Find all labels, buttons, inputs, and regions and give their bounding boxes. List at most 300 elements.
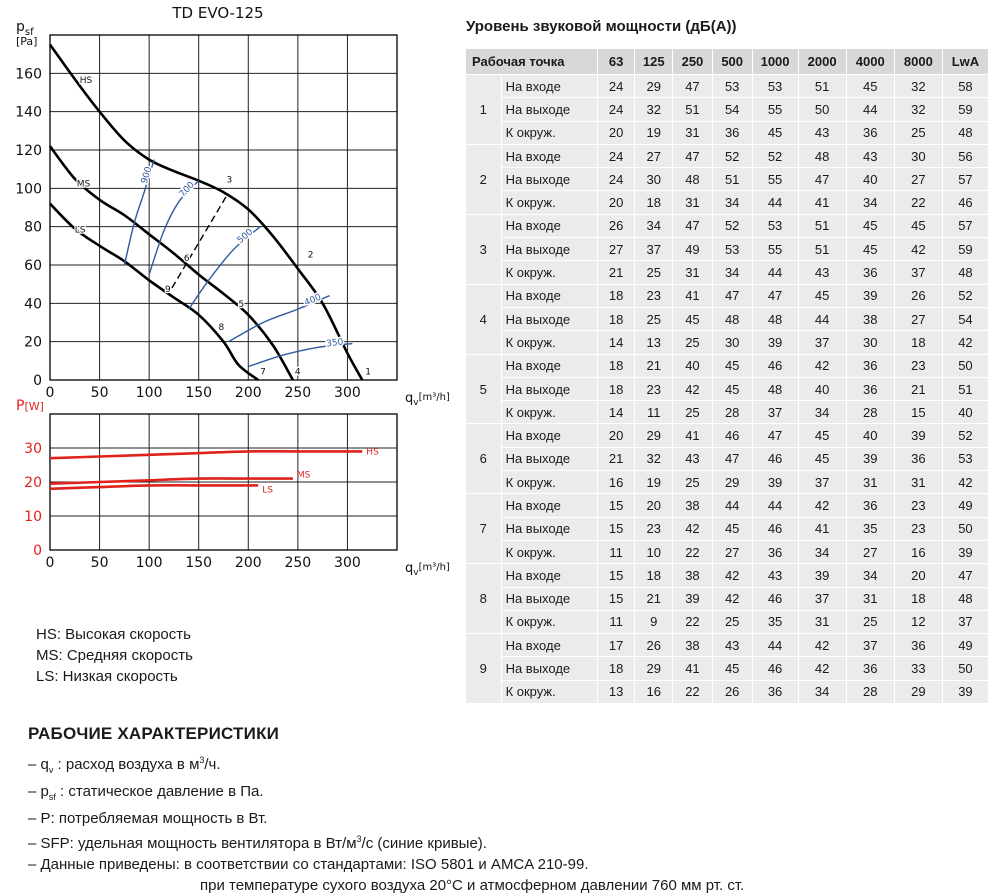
chart1-xtick-label: 50 [90,385,109,401]
value-cell: 16 [597,471,635,494]
value-cell: 35 [752,610,798,633]
value-cell: 22 [673,680,713,703]
fan-curve-hs [50,45,362,380]
value-cell: 50 [942,354,988,377]
table-row [466,540,989,563]
point-label-9: 9 [165,284,171,295]
value-cell: 42 [894,238,942,261]
value-cell: 22 [673,610,713,633]
value-cell: 45 [846,75,894,98]
value-cell: 40 [942,401,988,424]
value-cell: 28 [846,680,894,703]
charts-area [0,0,460,610]
table-row [466,447,989,470]
value-cell: 38 [673,634,713,657]
chart2-xtick-label: 100 [135,555,163,571]
value-cell: 45 [673,307,713,330]
position-cell: На выходе [501,307,597,330]
value-cell: 15 [597,517,635,540]
chart2-ytick-label: 30 [24,441,42,457]
value-cell: 44 [846,98,894,121]
value-cell: 23 [635,517,673,540]
value-cell: 33 [894,657,942,680]
value-cell: 27 [597,238,635,261]
position-cell: На входе [501,424,597,447]
chart2-xtick-label: 150 [185,555,213,571]
value-cell: 44 [752,191,798,214]
value-cell: 36 [846,377,894,400]
value-cell: 22 [673,540,713,563]
chart1-ytick-label: 160 [15,66,42,83]
power-curve-hs [50,451,362,458]
value-cell: 10 [635,540,673,563]
value-cell: 53 [712,75,752,98]
value-cell: 42 [712,587,752,610]
chart1-ylabel-unit: [Pa] [16,35,38,48]
value-cell: 47 [673,214,713,237]
value-cell: 21 [635,587,673,610]
value-cell: 53 [752,214,798,237]
point-label-2: 2 [307,250,314,261]
table-row [466,214,989,237]
value-cell: 25 [673,471,713,494]
position-cell: На выходе [501,238,597,261]
value-cell: 45 [846,214,894,237]
value-cell: 48 [942,261,988,284]
value-cell: 45 [712,377,752,400]
value-cell: 42 [942,331,988,354]
chart2-xtick-label: 250 [284,555,312,571]
value-cell: 48 [673,168,713,191]
note-power: – P: потребляемая мощность в Вт. [28,810,268,827]
value-cell: 24 [597,144,635,167]
value-cell: 16 [894,540,942,563]
value-cell: 43 [798,121,846,144]
value-cell: 47 [712,447,752,470]
value-cell: 37 [846,634,894,657]
chart2-ytick-label: 0 [33,543,42,559]
value-cell: 14 [597,331,635,354]
value-cell: 46 [752,517,798,540]
value-cell: 25 [894,121,942,144]
curve-label-ls: LS [74,225,86,236]
table-row [466,191,989,214]
value-cell: 23 [635,284,673,307]
value-cell: 27 [846,540,894,563]
sound-table-title: Уровень звуковой мощности (дБ(А)) [466,18,737,35]
value-cell: 36 [894,447,942,470]
value-cell: 59 [942,98,988,121]
power-label-ms: MS [296,470,311,481]
col-header-125: 125 [635,49,673,75]
curve-label-ms: MS [76,179,91,190]
value-cell: 41 [673,284,713,307]
operating-point-cell: 8 [466,564,502,634]
value-cell: 37 [752,401,798,424]
value-cell: 40 [673,354,713,377]
power-label-ls: LS [262,485,273,496]
value-cell: 30 [635,168,673,191]
value-cell: 41 [798,517,846,540]
value-cell: 30 [894,144,942,167]
point-label-5: 5 [238,300,245,311]
value-cell: 26 [712,680,752,703]
value-cell: 34 [846,191,894,214]
legend-ls: LS: Низкая скорость [36,668,178,685]
value-cell: 41 [673,657,713,680]
value-cell: 24 [597,168,635,191]
value-cell: 25 [635,261,673,284]
table-row [466,331,989,354]
chart1-xtick-label: 300 [334,385,361,401]
operating-point-cell: 6 [466,424,502,494]
position-cell: На выходе [501,377,597,400]
point-label-1: 1 [365,367,372,378]
position-cell: На выходе [501,587,597,610]
value-cell: 52 [942,424,988,447]
value-cell: 22 [894,191,942,214]
value-cell: 27 [712,540,752,563]
value-cell: 52 [942,284,988,307]
value-cell: 45 [712,517,752,540]
value-cell: 18 [894,331,942,354]
table-row [466,354,989,377]
value-cell: 48 [712,307,752,330]
operating-point-cell: 5 [466,354,502,424]
value-cell: 50 [942,657,988,680]
value-cell: 39 [846,284,894,307]
table-row [466,471,989,494]
sfp-label-700: 700 [177,180,197,200]
value-cell: 40 [798,377,846,400]
position-cell: К окруж. [501,471,597,494]
value-cell: 31 [673,121,713,144]
value-cell: 54 [712,98,752,121]
value-cell: 50 [798,98,846,121]
table-row [466,564,989,587]
value-cell: 12 [894,610,942,633]
note-sfp: – SFP: удельная мощность вентилятора в $Вт/м^3/с$ (синие кривые). [28,834,487,852]
value-cell: 25 [635,307,673,330]
curve-label-hs: HS [79,75,93,86]
value-cell: 25 [673,401,713,424]
value-cell: 26 [597,214,635,237]
value-cell: 46 [942,191,988,214]
chart1-ytick-label: 0 [33,373,42,389]
chart2-xlabel: $q_v[m^3/h]$ [405,561,450,578]
operating-point-cell: 1 [466,75,502,145]
value-cell: 37 [635,238,673,261]
table-row [466,284,989,307]
value-cell: 23 [894,354,942,377]
table-row [466,634,989,657]
value-cell: 15 [597,564,635,587]
value-cell: 59 [942,238,988,261]
sfp-label-400: 400 [303,292,323,309]
position-cell: На выходе [501,447,597,470]
value-cell: 31 [846,587,894,610]
chart1-ytick-label: 120 [15,143,42,159]
table-row [466,98,989,121]
note-qv: – $q_v$ : расход воздуха в $м^3/ч$. [28,755,221,775]
value-cell: 15 [597,494,635,517]
value-cell: 38 [673,564,713,587]
value-cell: 20 [597,191,635,214]
value-cell: 34 [798,680,846,703]
value-cell: 52 [712,144,752,167]
position-cell: На входе [501,144,597,167]
value-cell: 39 [894,424,942,447]
position-cell: К окруж. [501,540,597,563]
value-cell: 36 [846,121,894,144]
value-cell: 18 [597,307,635,330]
value-cell: 32 [635,447,673,470]
value-cell: 20 [597,121,635,144]
value-cell: 55 [752,168,798,191]
value-cell: 51 [798,75,846,98]
value-cell: 11 [597,540,635,563]
value-cell: 43 [673,447,713,470]
table-row [466,377,989,400]
point-label-3: 3 [226,175,233,186]
value-cell: 18 [597,377,635,400]
position-cell: К окруж. [501,680,597,703]
chart1-ytick-label: 80 [24,219,42,236]
position-cell: На выходе [501,168,597,191]
operating-point-cell: 4 [466,284,502,354]
position-cell: К окруж. [501,121,597,144]
value-cell: 39 [846,447,894,470]
value-cell: 45 [712,657,752,680]
value-cell: 36 [752,680,798,703]
value-cell: 47 [798,168,846,191]
position-cell: На входе [501,75,597,98]
value-cell: 45 [712,354,752,377]
value-cell: 45 [752,121,798,144]
table-row [466,75,989,98]
value-cell: 55 [752,98,798,121]
value-cell: 14 [597,401,635,424]
value-cell: 46 [752,354,798,377]
chart1-xtick-label: 100 [135,385,163,401]
value-cell: 30 [712,331,752,354]
value-cell: 11 [597,610,635,633]
legend-ms: MS: Средняя скорость [36,647,193,664]
value-cell: 29 [712,471,752,494]
value-cell: 51 [673,98,713,121]
value-cell: 51 [798,238,846,261]
value-cell: 17 [597,634,635,657]
value-cell: 49 [673,238,713,261]
value-cell: 31 [798,610,846,633]
value-cell: 56 [942,144,988,167]
value-cell: 18 [597,284,635,307]
table-row [466,261,989,284]
value-cell: 43 [712,634,752,657]
value-cell: 46 [752,447,798,470]
value-cell: 46 [752,587,798,610]
value-cell: 27 [635,144,673,167]
value-cell: 28 [712,401,752,424]
value-cell: 38 [673,494,713,517]
operating-point-cell: 7 [466,494,502,564]
value-cell: 39 [942,680,988,703]
sfp-label-500: 500 [235,227,256,247]
sfp-label-900: 900 [139,165,155,185]
col-header-63: 63 [597,49,635,75]
chart1-ylabel: $p_{sf}$ [16,19,34,38]
value-cell: 21 [635,354,673,377]
col-header-8000: 8000 [894,49,942,75]
value-cell: 46 [752,657,798,680]
value-cell: 42 [942,471,988,494]
value-cell: 24 [597,75,635,98]
chart1-ytick-label: 100 [15,181,42,198]
value-cell: 36 [846,657,894,680]
chart1-xtick-label: 0 [45,385,55,401]
value-cell: 42 [798,354,846,377]
value-cell: 11 [635,401,673,424]
position-cell: К окруж. [501,331,597,354]
value-cell: 21 [597,447,635,470]
value-cell: 42 [798,634,846,657]
value-cell: 18 [635,191,673,214]
position-cell: К окруж. [501,261,597,284]
value-cell: 34 [712,191,752,214]
value-cell: 37 [894,261,942,284]
value-cell: 25 [712,610,752,633]
value-cell: 24 [597,98,635,121]
table-row [466,121,989,144]
notes-title: РАБОЧИЕ ХАРАКТЕРИСТИКИ [28,724,280,743]
sfp-curve-700 [149,181,199,275]
value-cell: 23 [635,377,673,400]
value-cell: 39 [752,471,798,494]
value-cell: 23 [894,517,942,540]
value-cell: 37 [798,471,846,494]
value-cell: 36 [846,494,894,517]
table-row [466,238,989,261]
value-cell: 39 [673,587,713,610]
value-cell: 47 [673,75,713,98]
value-cell: 19 [635,471,673,494]
value-cell: 42 [673,377,713,400]
value-cell: 45 [798,284,846,307]
value-cell: 58 [942,75,988,98]
value-cell: 52 [712,214,752,237]
value-cell: 34 [798,540,846,563]
value-cell: 20 [597,424,635,447]
value-cell: 39 [752,331,798,354]
value-cell: 29 [635,424,673,447]
value-cell: 29 [635,657,673,680]
value-cell: 57 [942,168,988,191]
value-cell: 15 [894,401,942,424]
value-cell: 13 [635,331,673,354]
value-cell: 25 [846,610,894,633]
position-cell: К окруж. [501,401,597,424]
operating-point-cell: 3 [466,214,502,284]
value-cell: 31 [894,471,942,494]
col-header-operating-point: Рабочая точка [466,49,598,75]
sound-power-table [465,48,989,704]
operating-point-cell: 2 [466,144,502,214]
position-cell: На выходе [501,98,597,121]
value-cell: 44 [752,634,798,657]
table-row [466,610,989,633]
position-cell: На входе [501,494,597,517]
chart2-xtick-label: 50 [90,555,109,571]
value-cell: 48 [942,121,988,144]
value-cell: 42 [798,494,846,517]
value-cell: 21 [597,261,635,284]
table-row [466,307,989,330]
value-cell: 36 [846,261,894,284]
value-cell: 37 [798,587,846,610]
value-cell: 36 [752,540,798,563]
table-row [466,657,989,680]
table-row [466,424,989,447]
value-cell: 39 [798,564,846,587]
value-cell: 43 [798,261,846,284]
chart2-ytick-label: 20 [24,475,42,491]
chart2-xtick-label: 200 [234,555,262,571]
table-row [466,401,989,424]
value-cell: 45 [798,424,846,447]
legend-hs: HS: Высокая скорость [36,626,191,643]
chart2-ylabel: P[W] [16,398,44,414]
value-cell: 43 [846,144,894,167]
value-cell: 48 [798,144,846,167]
col-header-250: 250 [673,49,713,75]
value-cell: 44 [752,261,798,284]
point-label-4: 4 [294,367,301,378]
value-cell: 55 [752,238,798,261]
value-cell: 28 [846,401,894,424]
position-cell: На входе [501,564,597,587]
value-cell: 19 [635,121,673,144]
value-cell: 41 [673,424,713,447]
value-cell: 45 [894,214,942,237]
value-cell: 48 [942,587,988,610]
table-row [466,517,989,540]
value-cell: 29 [894,680,942,703]
value-cell: 41 [798,191,846,214]
value-cell: 37 [942,610,988,633]
point-label-7: 7 [260,367,266,378]
value-cell: 36 [846,354,894,377]
value-cell: 40 [846,168,894,191]
value-cell: 20 [894,564,942,587]
value-cell: 15 [597,587,635,610]
value-cell: 53 [752,75,798,98]
value-cell: 47 [942,564,988,587]
value-cell: 43 [752,564,798,587]
value-cell: 57 [942,214,988,237]
value-cell: 32 [894,98,942,121]
position-cell: К окруж. [501,191,597,214]
table-row [466,494,989,517]
chart1-ytick-label: 60 [24,258,42,274]
value-cell: 49 [942,634,988,657]
col-header-lwa: LwA [942,49,988,75]
value-cell: 40 [846,424,894,447]
value-cell: 18 [597,657,635,680]
value-cell: 51 [712,168,752,191]
value-cell: 51 [798,214,846,237]
value-cell: 27 [894,307,942,330]
position-cell: На входе [501,354,597,377]
